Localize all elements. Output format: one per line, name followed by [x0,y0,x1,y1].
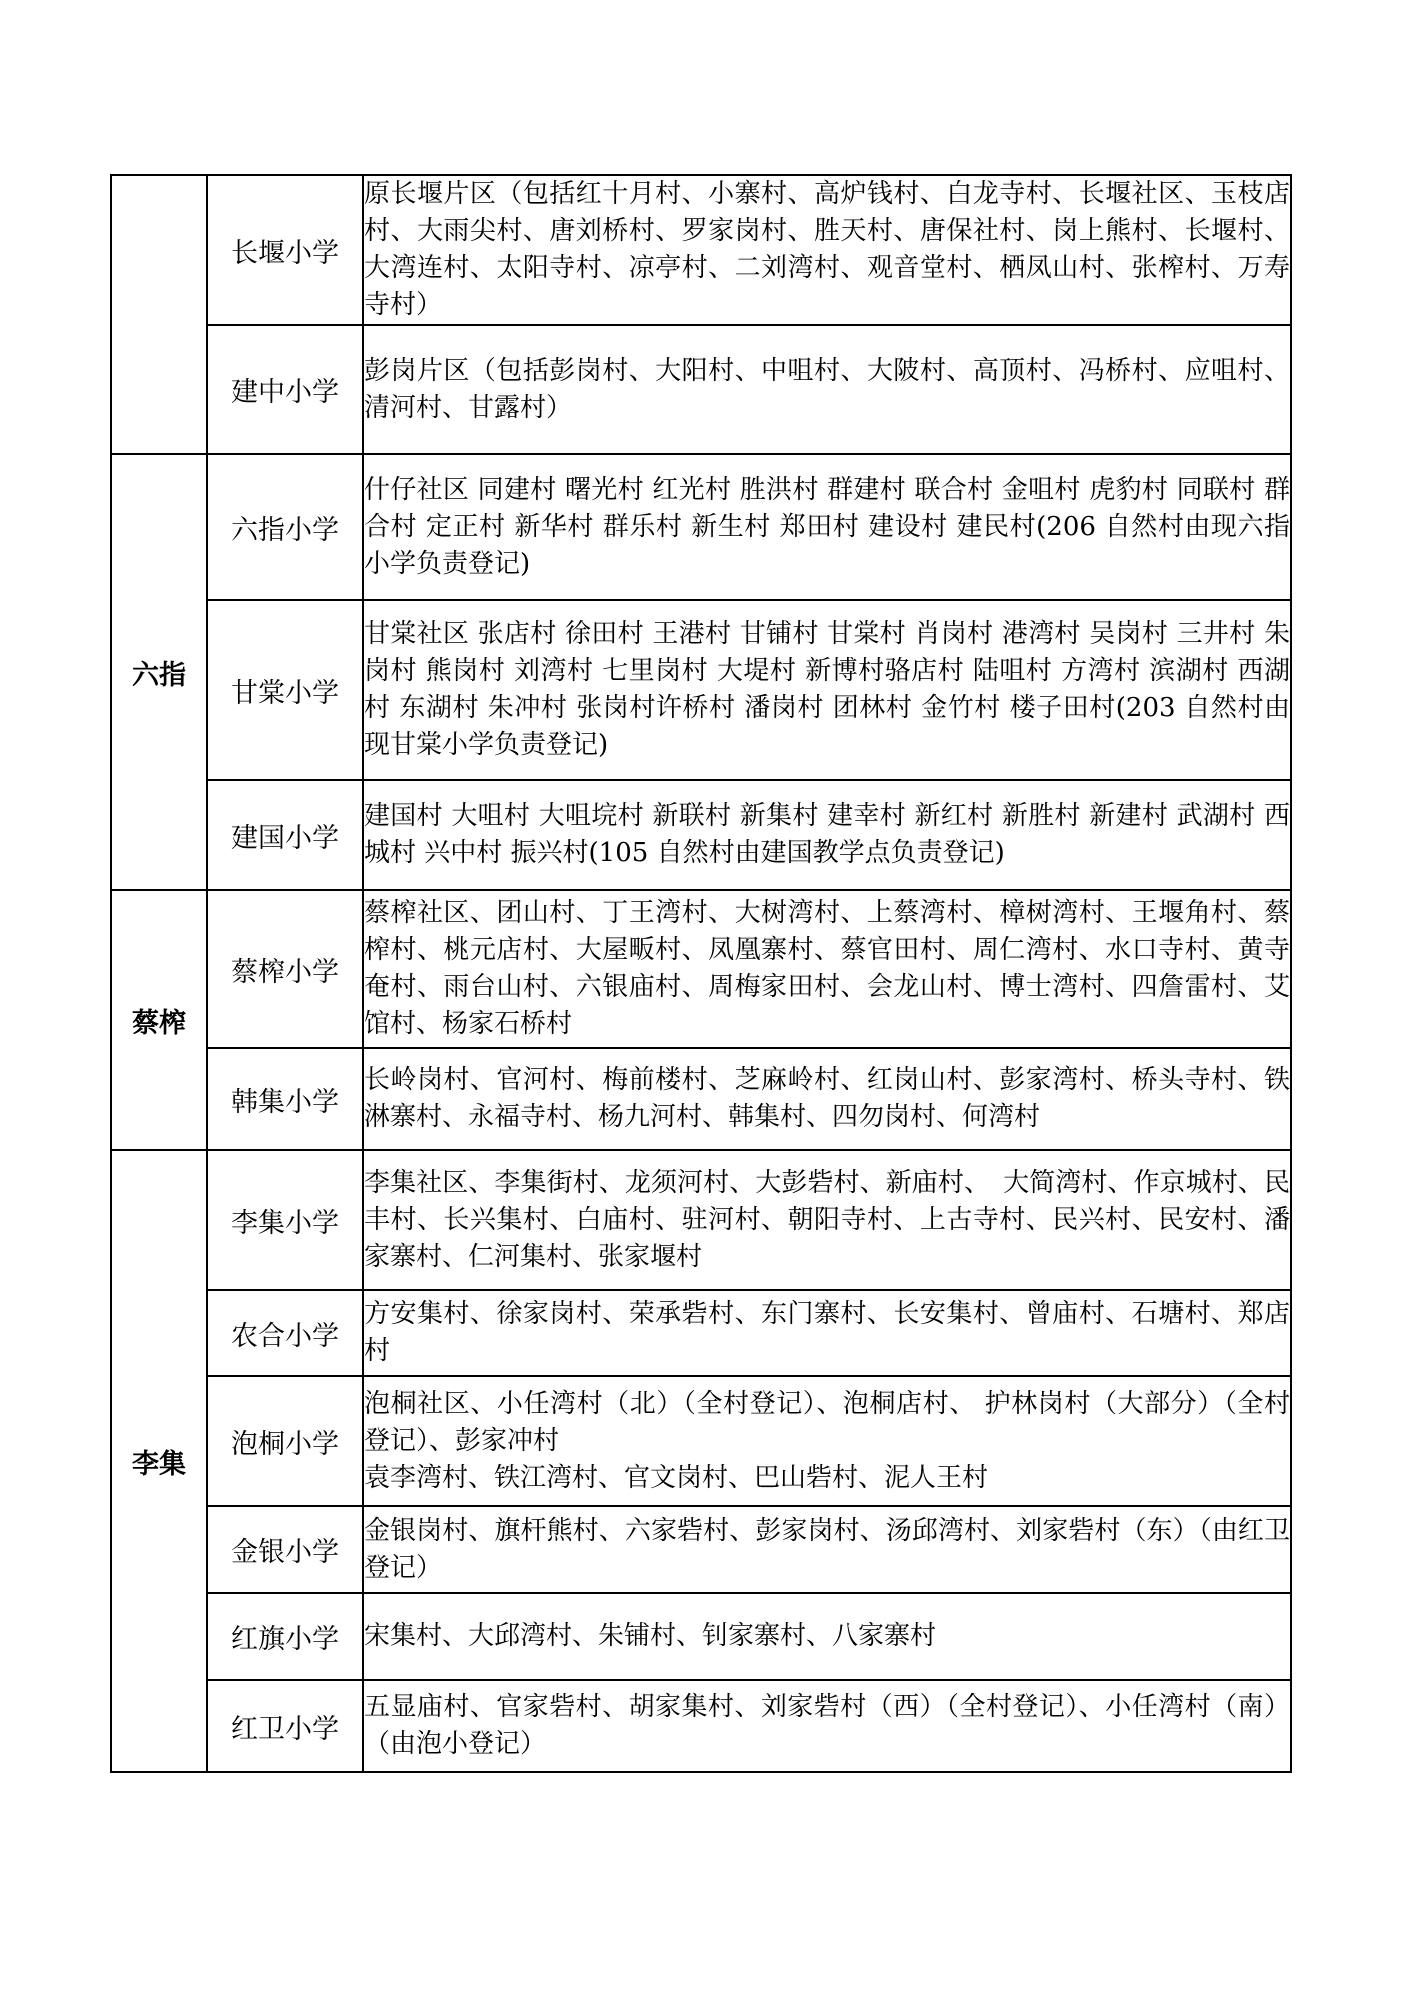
school-name: 红旗小学 [207,1593,363,1680]
school-area [363,890,1291,1048]
school-name: 甘棠小学 [207,600,363,780]
table-row [111,1150,1291,1290]
area-text: 长岭岗村、官河村、梅前楼村、芝麻岭村、红岗山村、彭家湾村、桥头寺村、铁淋寨村、永福寺村、杨九河村、韩集村、四勿岗村、何湾村 [364,1065,1290,1132]
table-row [111,1593,1291,1680]
table-row [111,325,1291,454]
school-area [363,1593,1291,1680]
area-text: 宋集村、大邱湾村、朱铺村、钊家寨村、八家寨村 [364,1621,937,1651]
school-area [363,175,1291,325]
area-text: 蔡榨社区、团山村、丁王湾村、大树湾村、上蔡湾村、樟树湾村、王堰角村、蔡榨村、桃元店村、大屋畈村、凤凰寨村、蔡官田村、周仁湾村、水口寺村、黄寺奄村、雨台山村、六银庙村、周梅家田村、会龙山村、博士湾村、四詹雷村、艾馆村、杨家石桥村 [364,898,1290,1039]
school-area [363,1376,1291,1506]
school-name: 李集小学 [207,1150,363,1290]
table-row [111,1376,1291,1506]
area-text: 彭岗片区（包括彭岗村、大阳村、中咀村、大陂村、高顶村、冯桥村、应咀村、清河村、甘露村） [364,355,1290,423]
district-name: 李集 [111,1150,207,1772]
table-row [111,890,1291,1048]
area-text: 原长堰片区（包括红十月村、小寨村、高炉钱村、白龙寺村、长堰社区、玉枝店村、大雨尖村、唐刘桥村、罗家岗村、胜天村、唐保社村、岗上熊村、长堰村、大湾连村、太阳寺村、凉亭村、二刘湾村、观音堂村、栖凤山村、张榨村、万寿寺村） [364,179,1290,320]
school-area [363,1048,1291,1150]
table-row [111,1048,1291,1150]
table-row [111,1290,1291,1376]
area-text: 袁李湾村、铁江湾村、官文岗村、巴山砦村、泥人王村 [364,1462,989,1493]
school-area [363,1150,1291,1290]
school-area [363,454,1291,600]
district-name: 蔡榨 [111,890,207,1150]
school-area [363,325,1291,454]
school-name: 泡桐小学 [207,1376,363,1506]
school-area [363,780,1291,890]
area-text: 建国村 大咀村 大咀垸村 新联村 新集村 建幸村 新红村 新胜村 新建村 武湖村 西城村 兴中村 振兴村(105 自然村由建国教学点负责登记) [364,801,1290,868]
school-name: 六指小学 [207,454,363,600]
school-area [363,600,1291,780]
area-text: 方安集村、徐家岗村、荣承砦村、东门寨村、长安集村、曾庙村、石塘村、郑店村 [364,1299,1290,1366]
table-row [111,1680,1291,1772]
school-name: 韩集小学 [207,1048,363,1150]
school-name: 红卫小学 [207,1680,363,1772]
table-row [111,1506,1291,1593]
table-row [111,454,1291,600]
school-name: 农合小学 [207,1290,363,1376]
school-name: 金银小学 [207,1506,363,1593]
school-name: 建中小学 [207,325,363,454]
table-row [111,780,1291,890]
area-text: 五显庙村、官家砦村、胡家集村、刘家砦村（西）（全村登记）、小任湾村（南）（由泡小登记） [364,1692,1290,1759]
district-name: 六指 [111,454,207,890]
area-text: 金银岗村、旗杆熊村、六家砦村、彭家岗村、汤邱湾村、刘家砦村（东）（由红卫登记） [364,1515,1290,1583]
school-area [363,1290,1291,1376]
school-name: 长堰小学 [207,175,363,325]
school-name: 建国小学 [207,780,363,890]
area-text: 甘棠社区 张店村 徐田村 王港村 甘铺村 甘棠村 肖岗村 港湾村 吴岗村 三井村 朱岗村 熊岗村 刘湾村 七里岗村 大堤村 新博村骆店村 陆咀村 方湾村 滨湖村 西湖村 东湖村 朱冲村 张岗村许桥村 潘岗村 团林村 金竹村 楼子田村(203 自然村由现甘棠小学负责登记) [364,619,1290,760]
school-area [363,1506,1291,1593]
enrollment-zone-table [110,174,1292,1773]
table-row [111,175,1291,325]
area-text: 泡桐社区、小任湾村（北）（全村登记）、泡桐店村、 护林岗村（大部分）（全村登记）、彭家冲村 [364,1388,1290,1456]
school-area [363,1680,1291,1772]
table-row [111,600,1291,780]
area-text: 李集社区、李集街村、龙须河村、大彭砦村、新庙村、 大简湾村、作京城村、民丰村、长兴集村、白庙村、驻河村、朝阳寺村、上古寺村、民兴村、民安村、潘家寨村、仁河集村、张家堰村 [364,1167,1290,1272]
area-text: 什仔社区 同建村 曙光村 红光村 胜洪村 群建村 联合村 金咀村 虎豹村 同联村 群合村 定正村 新华村 群乐村 新生村 郑田村 建设村 建民村(206 自然村由现六指小学负责登记) [364,474,1290,579]
district-name [111,175,207,454]
school-name: 蔡榨小学 [207,890,363,1048]
